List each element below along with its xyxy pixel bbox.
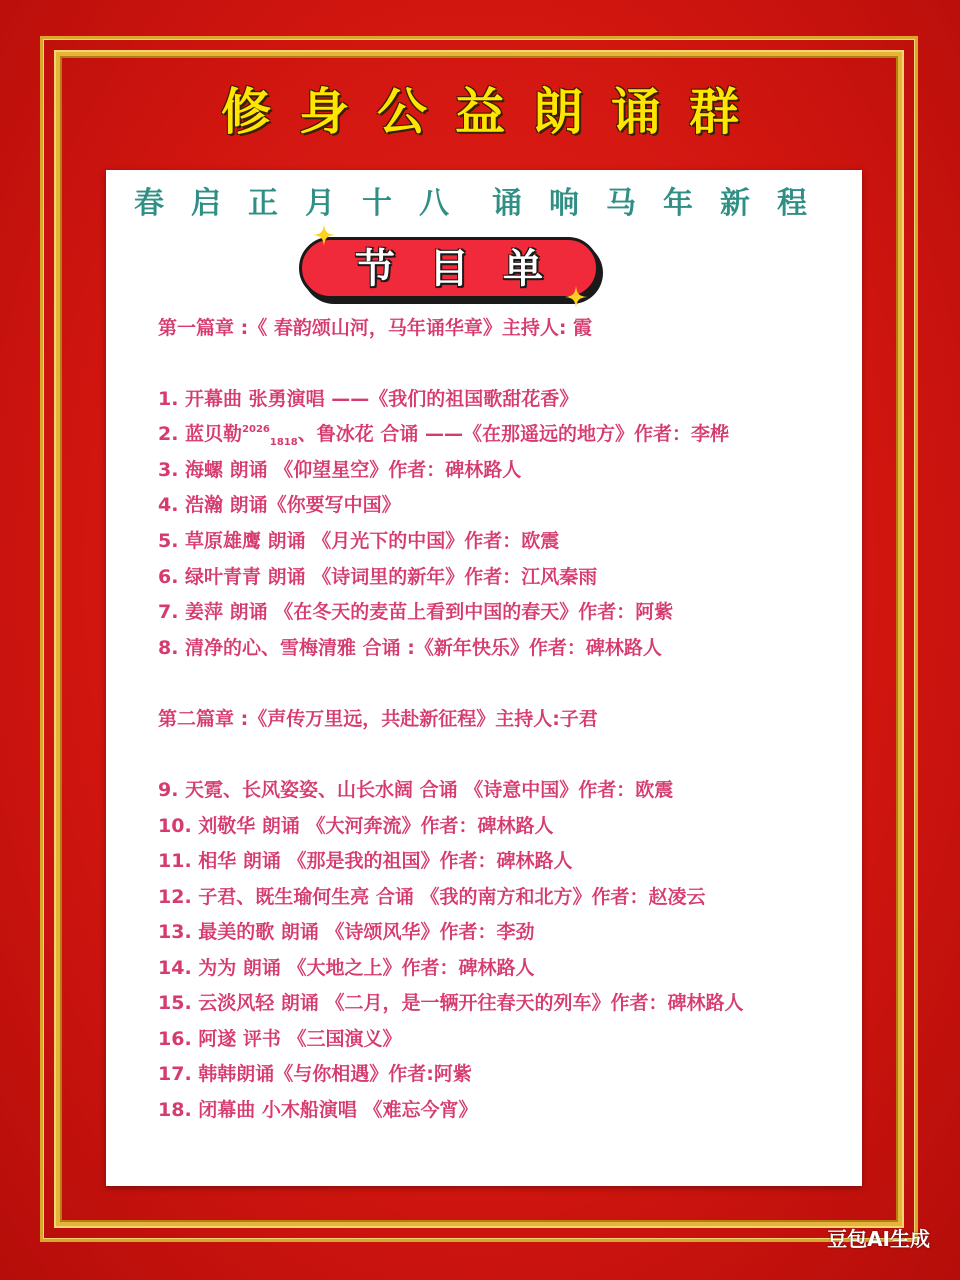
program-badge-label: 节目单	[355, 246, 577, 292]
program-item-10: 10. 刘敬华 朗诵 《大河奔流》作者：碑林路人	[158, 815, 554, 837]
program-item-15: 15. 云淡风轻 朗诵 《二月，是一辆开往春天的列车》作者：碑林路人	[158, 992, 744, 1014]
program-item-13: 13. 最美的歌 朗诵 《诗颂风华》作者：李劲	[158, 921, 535, 943]
program-item-11: 11. 相华 朗诵 《那是我的祖国》作者：碑林路人	[158, 850, 573, 872]
program-item-2-name: 2. 蓝贝勒	[158, 423, 243, 445]
subtitle	[106, 178, 862, 222]
program-item-7: 7. 姜萍 朗诵 《在冬天的麦苗上看到中国的春天》作者：阿紫	[158, 601, 674, 623]
chapter-heading-2: 第二篇章 :《声传万里远，共赴新征程》主持人:子君	[158, 708, 598, 730]
subtitle-left: 春启正月十八	[134, 186, 476, 221]
program-item-14: 14. 为为 朗诵 《大地之上》作者：碑林路人	[158, 957, 535, 979]
program-item-5: 5. 草原雄鹰 朗诵 《月光下的中国》作者：欧震	[158, 530, 560, 552]
program-item-6: 6. 绿叶青青 朗诵 《诗词里的新年》作者：江风秦雨	[158, 566, 598, 588]
program-item-8: 8. 清净的心、雪梅清雅 合诵 :《新年快乐》作者：碑林路人	[158, 637, 662, 659]
chapter-heading-1: 第一篇章 :《 春韵颂山河，马年诵华章》主持人: 霞	[158, 317, 593, 339]
sparkle-icon	[565, 286, 587, 308]
program-item-18: 18. 闭幕曲 小木船演唱 《难忘今宵》	[158, 1099, 478, 1121]
program-item-1: 1. 开幕曲 张勇演唱 ——《我们的祖国歌甜花香》	[158, 388, 579, 410]
program-item-17: 17. 韩韩朗诵《与你相遇》作者:阿紫	[158, 1063, 472, 1085]
program-item-3: 3. 海螺 朗诵 《仰望星空》作者：碑林路人	[158, 459, 522, 481]
program-item-2	[158, 419, 729, 448]
program-item-2-sub: 1818	[269, 436, 298, 448]
program-item-12: 12. 子君、既生瑜何生亮 合诵 《我的南方和北方》作者：赵凌云	[158, 886, 706, 908]
ai-watermark: 豆包AI生成	[827, 1227, 930, 1251]
program-item-2-rest: 、鲁冰花 合诵 ——《在那遥远的地方》作者：李桦	[297, 423, 729, 445]
page-title: 修身公益朗诵群	[221, 83, 767, 141]
sparkle-icon	[313, 224, 335, 246]
program-item-2-sup: 2026	[242, 424, 270, 435]
subtitle-right: 诵响马年新程	[492, 186, 834, 221]
program-item-9: 9. 天霓、长风姿姿、山长水阔 合诵 《诗意中国》作者：欧震	[158, 779, 674, 801]
program-item-16: 16. 阿遂 评书 《三国演义》	[158, 1028, 402, 1050]
program-item-4: 4. 浩瀚 朗诵《你要写中国》	[158, 494, 401, 516]
